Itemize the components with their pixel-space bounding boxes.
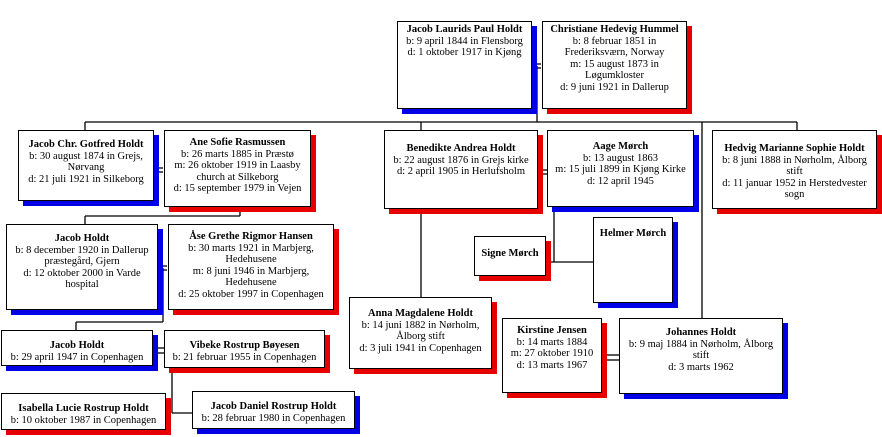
person-jacob-daniel-rostrup-holdt[interactable] bbox=[192, 391, 355, 429]
person-detail: præstegård, Gjern bbox=[44, 256, 120, 267]
person-detail: d: 12 april 1945 bbox=[587, 175, 654, 187]
person-ane-sofie-rasmussen[interactable] bbox=[164, 130, 311, 207]
person-detail: d: 25 oktober 1997 in Copenhagen bbox=[178, 288, 324, 300]
person-detail: d: 12 oktober 2000 in Varde bbox=[23, 267, 141, 279]
person-detail: b: 8 februar 1851 in bbox=[572, 35, 657, 47]
person-kirstine-jensen[interactable] bbox=[502, 318, 602, 393]
person-detail: d: 9 juni 1921 in Dallerup bbox=[560, 81, 669, 93]
person-detail: b: 8 december 1920 in Dallerup bbox=[15, 244, 149, 256]
person-detail: hospital bbox=[65, 279, 99, 290]
person-name: Jacob Laurids Paul Holdt bbox=[406, 24, 523, 35]
person-detail: m: 8 juni 1946 in Marbjerg, bbox=[192, 265, 310, 277]
person-detail: b: 8 juni 1888 in Nørholm, Ålborg bbox=[722, 154, 867, 166]
person-jacob-chr-gotfred-holdt[interactable] bbox=[18, 130, 154, 201]
person-name: Isabella Lucie Rostrup Holdt bbox=[18, 403, 149, 414]
person-name: Åse Grethe Rigmor Hansen bbox=[189, 231, 313, 242]
person-detail: d: 13 marts 1967 bbox=[516, 359, 588, 371]
person-helmer-morch[interactable] bbox=[593, 217, 673, 303]
person-name: Ane Sofie Rasmussen bbox=[189, 137, 286, 148]
person-detail: b: 28 februar 1980 in Copenhagen bbox=[201, 412, 346, 424]
person-name: Aage Mørch bbox=[592, 141, 649, 152]
person-detail: Hedehusene bbox=[225, 277, 277, 288]
person-name: Jacob Chr. Gotfred Holdt bbox=[28, 139, 144, 150]
person-detail: Ålborg stift bbox=[396, 331, 445, 342]
person-detail: b: 26 marts 1885 in Præstø bbox=[181, 148, 294, 160]
person-detail: stift bbox=[692, 350, 710, 361]
person-isabella-lucie-rostrup-holdt[interactable] bbox=[1, 393, 166, 430]
person-detail: Frederiksværn, Norway bbox=[564, 47, 665, 58]
person-name: Hedvig Marianne Sophie Holdt bbox=[724, 143, 865, 154]
person-detail: d: 11 januar 1952 in Herstedvester bbox=[722, 177, 867, 189]
person-detail: m: 26 oktober 1919 in Laasby bbox=[174, 160, 301, 171]
person-detail: d: 2 april 1905 in Herlufsholm bbox=[396, 166, 526, 177]
person-detail: b: 10 oktober 1987 in Copenhagen bbox=[10, 414, 157, 426]
person-detail: b: 21 februar 1955 in Copenhagen bbox=[172, 351, 317, 363]
person-aase-grethe-rigmor-hansen[interactable] bbox=[168, 224, 334, 310]
person-jacob-holdt-1920[interactable] bbox=[6, 224, 158, 310]
person-detail: m: 27 oktober 1910 bbox=[510, 348, 594, 359]
person-detail: d: 3 marts 1962 bbox=[668, 361, 734, 373]
person-name: Christiane Hedevig Hummel bbox=[550, 24, 679, 35]
person-detail: Hedehusene bbox=[225, 254, 277, 265]
person-name: Jacob Holdt bbox=[49, 340, 105, 351]
person-detail: m: 15 juli 1899 in Kjøng Kirke bbox=[555, 164, 686, 175]
person-benedikte-andrea-holdt[interactable] bbox=[384, 130, 538, 209]
person-detail: b: 14 marts 1884 bbox=[516, 336, 588, 348]
person-detail: sogn bbox=[784, 189, 805, 200]
person-name: Vibeke Rostrup Bøyesen bbox=[189, 340, 300, 351]
person-jacob-laurids-paul-holdt[interactable] bbox=[397, 21, 532, 109]
person-name: Helmer Mørch bbox=[599, 228, 667, 239]
person-detail: b: 9 maj 1884 in Nørholm, Ålborg bbox=[628, 338, 774, 350]
person-name: Benedikte Andrea Holdt bbox=[406, 143, 516, 154]
person-detail: b: 14 juni 1882 in Nørholm, bbox=[361, 319, 480, 331]
person-name: Anna Magdalene Holdt bbox=[367, 308, 473, 319]
person-aage-morch[interactable] bbox=[547, 130, 694, 207]
person-detail: b: 29 april 1947 in Copenhagen bbox=[10, 351, 144, 363]
person-vibeke-rostrup-boyesen[interactable] bbox=[164, 330, 325, 368]
person-detail: d: 3 juli 1941 in Copenhagen bbox=[359, 342, 482, 354]
person-detail: Nørvang bbox=[67, 162, 105, 173]
person-christiane-hedevig-hummel[interactable] bbox=[542, 21, 687, 109]
person-detail: church at Silkeborg bbox=[196, 171, 279, 183]
person-detail: d: 15 september 1979 in Vejen bbox=[173, 183, 302, 194]
person-death: d: 1 oktober 1917 in Kjøng bbox=[407, 47, 522, 58]
person-johannes-holdt[interactable] bbox=[619, 318, 783, 394]
person-detail: b: 30 august 1874 in Grejs, bbox=[29, 150, 143, 162]
person-detail: b: 22 august 1876 in Grejs kirke bbox=[393, 154, 529, 166]
person-detail: stift bbox=[786, 166, 803, 177]
person-signe-morch[interactable] bbox=[474, 236, 546, 276]
person-detail: d: 21 juli 1921 in Silkeborg bbox=[28, 173, 144, 185]
person-hedvig-marianne-sophie-holdt[interactable] bbox=[712, 130, 877, 209]
person-detail: m: 15 august 1873 in bbox=[570, 58, 659, 70]
person-name: Jacob Daniel Rostrup Holdt bbox=[210, 401, 337, 412]
person-detail: b: 30 marts 1921 in Marbjerg, bbox=[188, 242, 314, 254]
person-anna-magdalene-holdt[interactable] bbox=[349, 297, 492, 369]
person-detail: b: 13 august 1863 bbox=[583, 152, 658, 164]
person-birth: b: 9 april 1844 in Flensborg bbox=[406, 35, 523, 47]
person-jacob-holdt-1947[interactable] bbox=[1, 330, 153, 366]
person-name: Johannes Holdt bbox=[665, 327, 737, 338]
person-name: Jacob Holdt bbox=[54, 233, 110, 244]
person-name: Kirstine Jensen bbox=[517, 325, 587, 336]
person-detail: Løgumkloster bbox=[585, 70, 644, 81]
person-name: Signe Mørch bbox=[481, 248, 539, 259]
